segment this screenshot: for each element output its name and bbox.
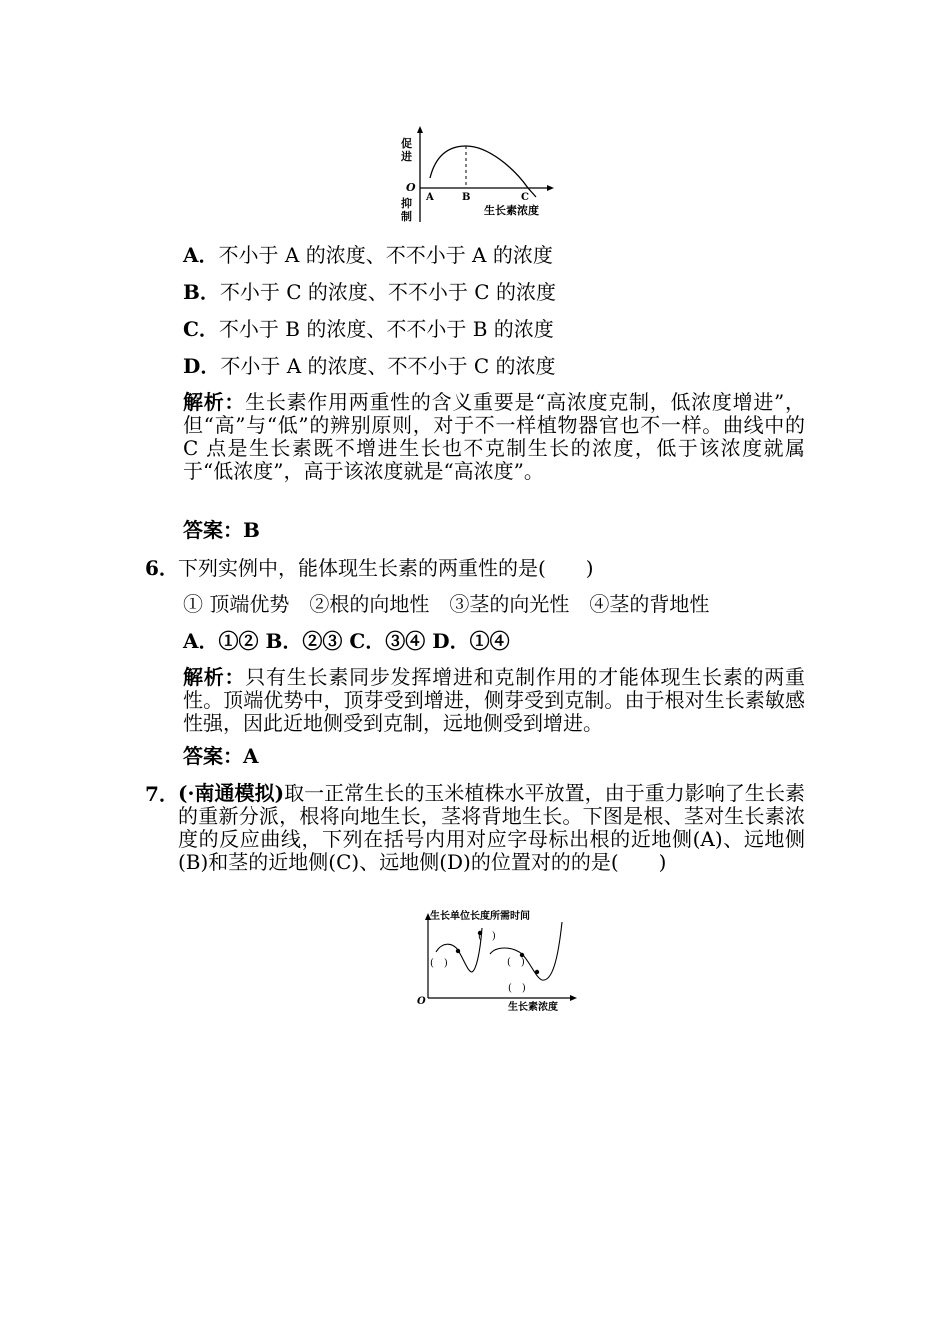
q7-source: (·南通模拟) xyxy=(178,781,285,805)
q6-answer-label: 答案： xyxy=(183,744,243,768)
q5-option-b xyxy=(183,280,556,304)
x-axis-label: 生长素浓度 xyxy=(484,204,539,217)
q5-option-b-text: 不小于 C 的浓度、不不小于 C 的浓度 xyxy=(219,280,556,304)
origin-label: O xyxy=(417,996,426,1007)
blank-1: ( ) xyxy=(430,958,448,969)
q6-items: ① 顶端优势 ②根的向地性 ③茎的向光性 ④茎的背地性 xyxy=(183,592,710,616)
q5-option-c-letter: C． xyxy=(183,317,219,341)
q5-option-c xyxy=(183,317,554,341)
figure-auxin-dual-effect xyxy=(392,124,562,224)
q5-answer-value: B xyxy=(243,518,260,542)
blank-3: ( ) xyxy=(507,957,525,968)
q7-number: 7． xyxy=(145,782,179,806)
blank-4: ( ) xyxy=(508,983,526,994)
q7-stem xyxy=(178,782,805,874)
point-b-label: B xyxy=(462,192,471,203)
q6-analysis-text: 只有生长素同步发挥增进和克制作用的才能体现生长素的两重性。顶端优势中，顶芽受到增进，侧芽受到克制。由于根对生长素敏感性强，因此近地侧受到克制，远地侧受到增进。 xyxy=(183,665,806,735)
q5-analysis-label: 解析： xyxy=(183,390,246,414)
q6-analysis-label: 解析： xyxy=(183,665,246,689)
q6-answer-value: A xyxy=(243,744,259,768)
figure-root-stem-response xyxy=(412,908,582,1012)
q5-option-a-text: 不小于 A 的浓度、不不小于 A 的浓度 xyxy=(218,243,553,267)
root-point-near xyxy=(456,949,460,953)
q6-number: 6． xyxy=(145,556,179,580)
y-bottom-label-1: 抑 xyxy=(401,197,412,210)
q5-option-d-letter: D． xyxy=(183,354,221,378)
origin-label: O xyxy=(406,181,416,194)
q6-analysis xyxy=(183,666,805,735)
point-a-label: A xyxy=(426,192,434,203)
q5-option-a xyxy=(183,243,553,267)
y-top-label-1: 促 xyxy=(401,137,412,150)
q5-option-c-text: 不小于 B 的浓度、不不小于 B 的浓度 xyxy=(218,317,554,341)
response-curve xyxy=(430,146,536,197)
blank-2: ( ) xyxy=(478,931,496,942)
x-axis-label: 生长素浓度 xyxy=(508,1002,558,1012)
x-axis-arrow xyxy=(547,185,554,191)
stem-point-2 xyxy=(535,970,539,974)
q5-option-a-letter: A． xyxy=(183,243,219,267)
q5-option-d xyxy=(183,354,556,378)
point-c-label: C xyxy=(521,192,529,203)
q5-analysis xyxy=(183,391,805,483)
y-axis-arrow xyxy=(417,126,423,133)
q7-stem-text: 取一正常生长的玉米植株水平放置，由于重力影响了生长素的重新分派，根将向地生长，茎将背地生长。下图是根、茎对生长素浓度的反应曲线，下列在括号内用对应字母标出根的近地侧(A)、远地侧(B)和茎的近地侧(C)、远地侧(D)的位置对的的是( ) xyxy=(178,781,806,874)
q5-option-b-letter: B． xyxy=(183,280,220,304)
q5-answer xyxy=(183,518,260,542)
q5-analysis-text: 生长素作用两重性的含义重要是“高浓度克制，低浓度增进”，但“高”与“低”的辨别原则，对于不一样植物器官也不一样。曲线中的 C 点是生长素既不增进生长也不克制生长的浓度，低于该浓度就属于“低浓度”，高于该浓度就是“高浓度”。 xyxy=(183,390,805,483)
x-axis-arrow xyxy=(570,995,577,1001)
q6-options: A．①② B．②③ C．③④ D．①④ xyxy=(183,629,510,653)
q5-answer-label: 答案： xyxy=(183,518,243,542)
y-bottom-label-2: 制 xyxy=(401,210,412,223)
y-axis-label: 生长单位长度所需时间 xyxy=(430,911,530,922)
q6-stem: 下列实例中，能体现生长素的两重性的是( ) xyxy=(178,556,594,580)
y-top-label-2: 进 xyxy=(401,150,412,163)
q5-option-d-text: 不小于 A 的浓度、不不小于 C 的浓度 xyxy=(220,354,556,378)
stem-curve xyxy=(490,922,562,980)
q6-answer xyxy=(183,744,259,768)
